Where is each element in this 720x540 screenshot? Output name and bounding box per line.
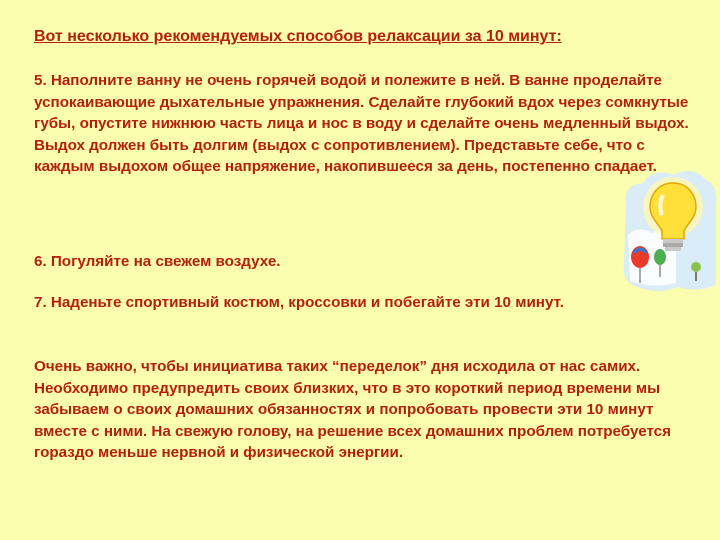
tree-small <box>691 262 701 272</box>
paragraph-tip-5: 5. Наполните ванну не очень горячей водой и полежите в ней. В ванне проделайте успокаивающие дыхательные упражнения. Сделайте глубокий вдох через сомкнутые губы, опустите нижнюю часть лица и нос в воду и сделайте очень медленный выдох. Выдох должен быть долгим (выдох с сопротивлением). Представьте себе, что с каждым выдохом общее напряжение, накопившееся за день, постепенно спадает. <box>34 72 689 175</box>
paragraph-tip-6: 6. Погуляйте на свежем воздухе. <box>34 253 281 270</box>
lightbulb-balloons-icon <box>618 165 718 295</box>
paragraph-tip-7: 7. Наденьте спортивный костюм, кроссовки и побегайте эти 10 минут. <box>34 294 564 311</box>
balloon-green <box>654 249 666 265</box>
bulb-base <box>663 239 683 243</box>
paragraph-conclusion: Очень важно, чтобы инициатива таких “переделок” дня исходила от нас самих. Необходимо предупредить своих близких, что в это короткий период времени мы забываем о своих домашних обязанностях и попробовать провести эти 10 минут вместе с ними. На свежую голову, на решение всех домашних проблем потребуется гораздо меньше нервной и физической энергии. <box>34 358 671 461</box>
slide-title: Вот несколько рекомендуемых способов релаксации за 10 минут: <box>34 28 562 45</box>
